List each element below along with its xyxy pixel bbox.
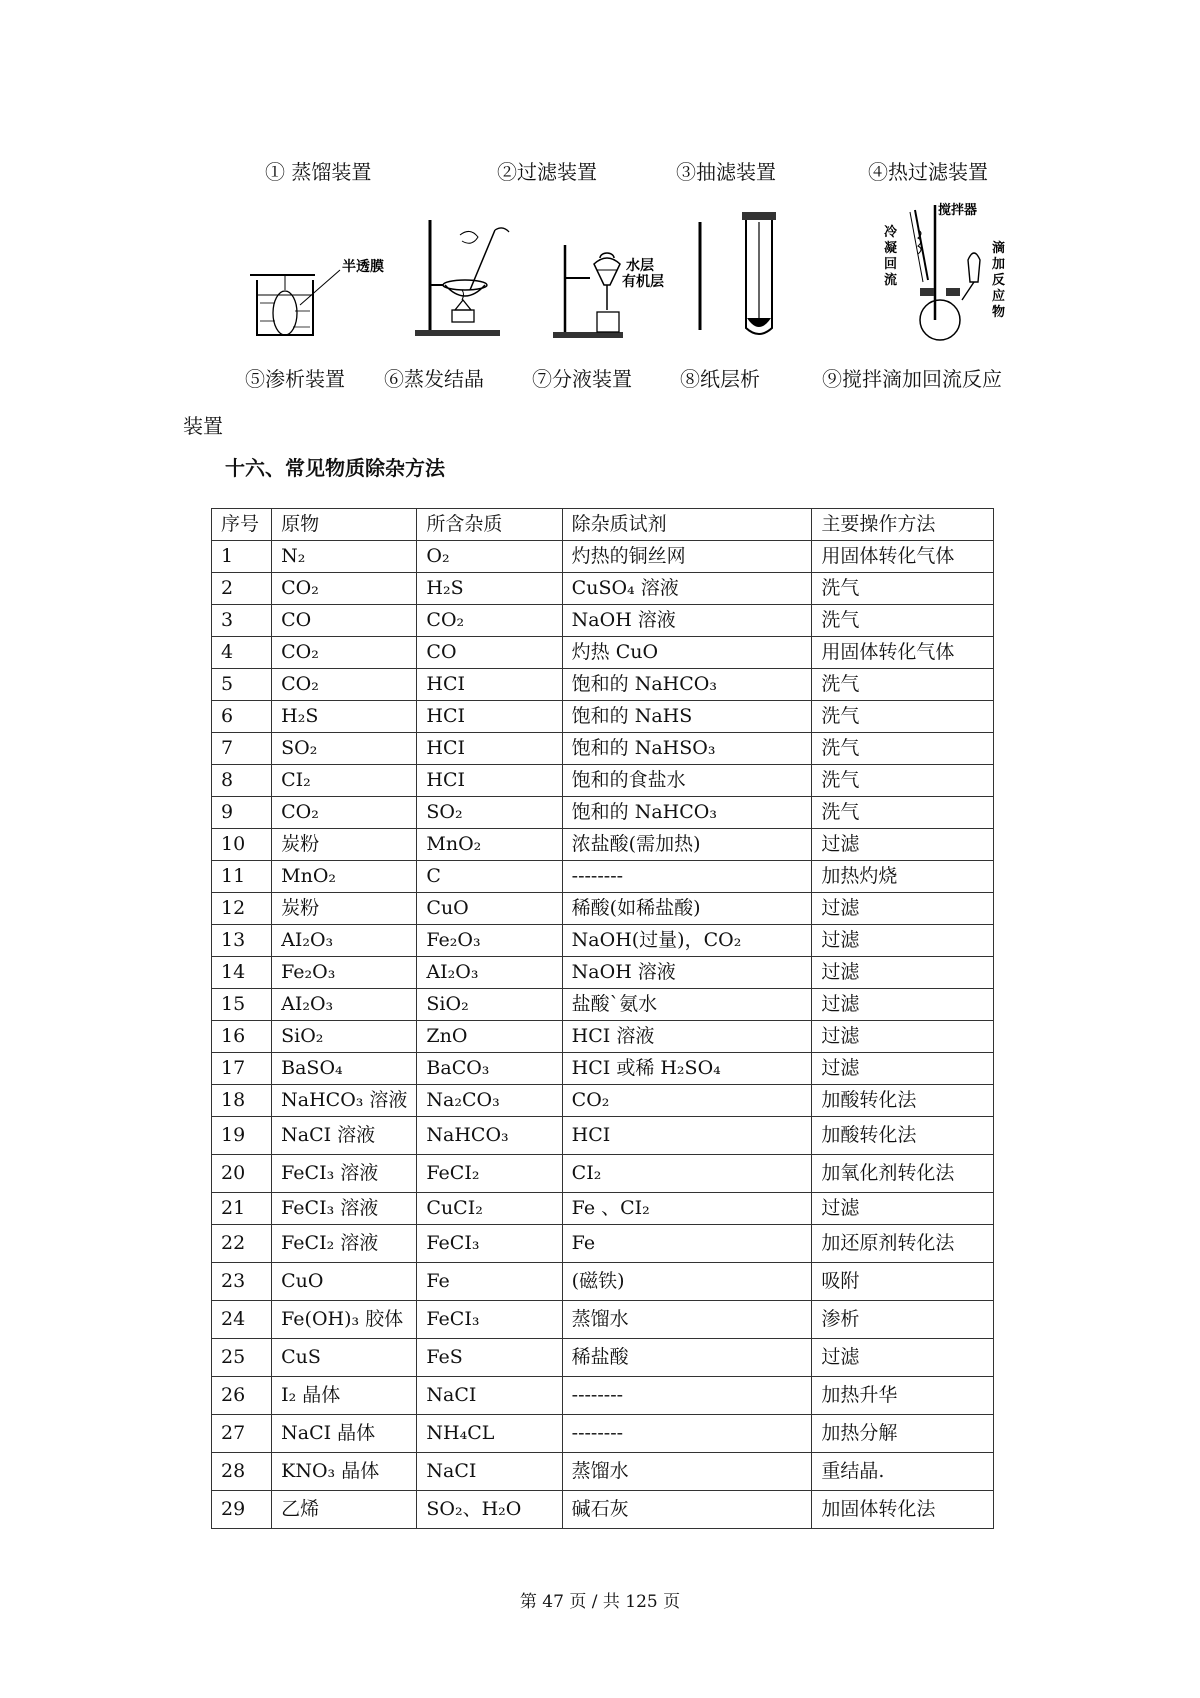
- table-row: [212, 1377, 994, 1415]
- table-cell: 18: [212, 1085, 272, 1117]
- table-cell: 炭粉: [272, 893, 417, 925]
- table-cell: CO₂: [272, 797, 417, 829]
- table-cell: 乙烯: [272, 1491, 417, 1529]
- table-cell: CuSO₄ 溶液: [562, 573, 812, 605]
- table-cell: 21: [212, 1193, 272, 1225]
- section-title: 十六、常见物质除杂方法: [225, 456, 445, 480]
- table-cell: 24: [212, 1301, 272, 1339]
- table-cell: 20: [212, 1155, 272, 1193]
- table-cell: 3: [212, 605, 272, 637]
- table-cell: NaOH 溶液: [562, 605, 812, 637]
- table-header-cell: 主要操作方法: [812, 509, 994, 541]
- table-cell: 过滤: [812, 1053, 994, 1085]
- table-cell: H₂S: [272, 701, 417, 733]
- table-cell: 13: [212, 925, 272, 957]
- table-cell: Na₂CO₃: [417, 1085, 562, 1117]
- table-cell: FeCI₂: [417, 1155, 562, 1193]
- table-cell: NaCI: [417, 1377, 562, 1415]
- evaporation-apparatus-figure: [410, 215, 515, 340]
- table-cell: 洗气: [812, 573, 994, 605]
- table-cell: 9: [212, 797, 272, 829]
- table-cell: CuCI₂: [417, 1193, 562, 1225]
- table-cell: HCI 溶液: [562, 1021, 812, 1053]
- table-cell: Fe: [562, 1225, 812, 1263]
- table-cell: 17: [212, 1053, 272, 1085]
- paper-chromatography-figure: [690, 210, 780, 340]
- impurity-removal-table: [211, 508, 994, 1529]
- table-cell: 加热升华: [812, 1377, 994, 1415]
- table-header-cell: 除杂质试剂: [562, 509, 812, 541]
- table-cell: 过滤: [812, 925, 994, 957]
- table-cell: SiO₂: [272, 1021, 417, 1053]
- table-cell: SO₂: [272, 733, 417, 765]
- caption-dialysis: ⑤渗析装置: [245, 367, 345, 391]
- table-header-row: [212, 509, 994, 541]
- table-cell: 洗气: [812, 669, 994, 701]
- table-cell: NaCI 晶体: [272, 1415, 417, 1453]
- caption-filtration: ②过滤装置: [497, 160, 597, 184]
- table-cell: 过滤: [812, 893, 994, 925]
- figure-captions-top: [0, 156, 1200, 186]
- table-cell: NaCI: [417, 1453, 562, 1491]
- table-cell: 16: [212, 1021, 272, 1053]
- table-cell: 加酸转化法: [812, 1117, 994, 1155]
- table-cell: 蒸馏水: [562, 1301, 812, 1339]
- table-cell: Fe₂O₃: [417, 925, 562, 957]
- table-header-cell: 所含杂质: [417, 509, 562, 541]
- table-cell: CuO: [417, 893, 562, 925]
- table-cell: NaHCO₃ 溶液: [272, 1085, 417, 1117]
- table-row: [212, 1491, 994, 1529]
- table-cell: FeCI₂ 溶液: [272, 1225, 417, 1263]
- table-cell: BaCO₃: [417, 1053, 562, 1085]
- table-cell: 饱和的 NaHCO₃: [562, 797, 812, 829]
- table-row: [212, 637, 994, 669]
- table-cell: 灼热的铜丝网: [562, 541, 812, 573]
- table-cell: 加氧化剂转化法: [812, 1155, 994, 1193]
- table-cell: 灼热 CuO: [562, 637, 812, 669]
- table-row: [212, 573, 994, 605]
- table-cell: 加固体转化法: [812, 1491, 994, 1529]
- table-cell: Fe₂O₃: [272, 957, 417, 989]
- label-water-layer: 水层: [626, 258, 654, 274]
- caption-continuation: 装置: [183, 414, 223, 438]
- table-cell: (磁铁): [562, 1263, 812, 1301]
- table-cell: 12: [212, 893, 272, 925]
- table-cell: I₂ 晶体: [272, 1377, 417, 1415]
- table-row: [212, 1301, 994, 1339]
- table-cell: 25: [212, 1339, 272, 1377]
- table-row: [212, 1155, 994, 1193]
- table-cell: 浓盐酸(需加热): [562, 829, 812, 861]
- table-cell: NaOH 溶液: [562, 957, 812, 989]
- table-cell: 过滤: [812, 989, 994, 1021]
- table-cell: 洗气: [812, 605, 994, 637]
- table-cell: H₂S: [417, 573, 562, 605]
- table-cell: FeCI₃: [417, 1225, 562, 1263]
- table-row: [212, 701, 994, 733]
- table-cell: 11: [212, 861, 272, 893]
- table-cell: Fe: [417, 1263, 562, 1301]
- table-cell: NaOH(过量)，CO₂: [562, 925, 812, 957]
- table-cell: BaSO₄: [272, 1053, 417, 1085]
- table-cell: 盐酸`氨水: [562, 989, 812, 1021]
- label-dropwise-reactant: 滴加反应物: [992, 241, 1006, 320]
- table-cell: AI₂O₃: [272, 925, 417, 957]
- table-cell: HCI 或稀 H₂SO₄: [562, 1053, 812, 1085]
- table-row: [212, 1193, 994, 1225]
- table-cell: 27: [212, 1415, 272, 1453]
- table-cell: CO₂: [272, 573, 417, 605]
- stirred-reflux-figure: [880, 200, 1015, 345]
- table-cell: HCI: [417, 701, 562, 733]
- table-cell: HCI: [417, 669, 562, 701]
- table-cell: 重结晶.: [812, 1453, 994, 1491]
- table-cell: 蒸馏水: [562, 1453, 812, 1491]
- table-cell: NaCI 溶液: [272, 1117, 417, 1155]
- table-row: [212, 765, 994, 797]
- table-cell: Fe 、CI₂: [562, 1193, 812, 1225]
- table-row: [212, 541, 994, 573]
- table-cell: HCI: [417, 733, 562, 765]
- table-cell: --------: [562, 861, 812, 893]
- table-cell: --------: [562, 1377, 812, 1415]
- table-cell: CuS: [272, 1339, 417, 1377]
- table-row: [212, 669, 994, 701]
- table-cell: 洗气: [812, 797, 994, 829]
- table-row: [212, 1339, 994, 1377]
- table-row: [212, 1021, 994, 1053]
- table-cell: CO: [272, 605, 417, 637]
- table-cell: 饱和的 NaHS: [562, 701, 812, 733]
- figure-captions-bottom: [0, 363, 1200, 393]
- table-cell: CO₂: [272, 637, 417, 669]
- table-cell: NaHCO₃: [417, 1117, 562, 1155]
- table-cell: 吸附: [812, 1263, 994, 1301]
- table-cell: 26: [212, 1377, 272, 1415]
- table-cell: FeCI₃: [417, 1301, 562, 1339]
- table-cell: KNO₃ 晶体: [272, 1453, 417, 1491]
- table-row: [212, 925, 994, 957]
- label-condense-reflux: 冷凝回流: [884, 225, 898, 288]
- caption-suction-filtration: ③抽滤装置: [676, 160, 776, 184]
- table-row: [212, 1053, 994, 1085]
- table-cell: CO: [417, 637, 562, 669]
- table-cell: 7: [212, 733, 272, 765]
- table-cell: 28: [212, 1453, 272, 1491]
- table-cell: CI₂: [562, 1155, 812, 1193]
- table-row: [212, 1263, 994, 1301]
- table-cell: 10: [212, 829, 272, 861]
- table-cell: AI₂O₃: [272, 989, 417, 1021]
- table-row: [212, 1415, 994, 1453]
- table-cell: N₂: [272, 541, 417, 573]
- table-cell: 加还原剂转化法: [812, 1225, 994, 1263]
- table-row: [212, 733, 994, 765]
- table-cell: AI₂O₃: [417, 957, 562, 989]
- table-cell: 8: [212, 765, 272, 797]
- caption-reflux-reaction: ⑨搅拌滴加回流反应: [822, 367, 1002, 391]
- table-cell: 6: [212, 701, 272, 733]
- table-cell: 过滤: [812, 957, 994, 989]
- separatory-funnel-figure: [550, 240, 675, 340]
- table-cell: 炭粉: [272, 829, 417, 861]
- table-cell: 过滤: [812, 1193, 994, 1225]
- table-cell: 加热灼烧: [812, 861, 994, 893]
- table-cell: MnO₂: [272, 861, 417, 893]
- table-cell: 稀盐酸: [562, 1339, 812, 1377]
- table-cell: SiO₂: [417, 989, 562, 1021]
- table-row: [212, 797, 994, 829]
- table-cell: 29: [212, 1491, 272, 1529]
- label-membrane: 半透膜: [342, 259, 384, 275]
- table-cell: 洗气: [812, 765, 994, 797]
- table-cell: MnO₂: [417, 829, 562, 861]
- table-cell: 19: [212, 1117, 272, 1155]
- table-cell: CO₂: [417, 605, 562, 637]
- table-cell: CO₂: [562, 1085, 812, 1117]
- table-cell: 23: [212, 1263, 272, 1301]
- table-cell: FeCI₃ 溶液: [272, 1155, 417, 1193]
- table-cell: CI₂: [272, 765, 417, 797]
- table-row: [212, 957, 994, 989]
- table-row: [212, 893, 994, 925]
- table-row: [212, 1225, 994, 1263]
- table-cell: 22: [212, 1225, 272, 1263]
- table-cell: 用固体转化气体: [812, 541, 994, 573]
- table-cell: FeS: [417, 1339, 562, 1377]
- label-organic-layer: 有机层: [622, 274, 664, 290]
- table-cell: HCI: [562, 1117, 812, 1155]
- table-cell: HCI: [417, 765, 562, 797]
- table-cell: CuO: [272, 1263, 417, 1301]
- label-stirrer: 搅拌器: [938, 203, 978, 218]
- table-cell: 1: [212, 541, 272, 573]
- table-row: [212, 829, 994, 861]
- table-row: [212, 1117, 994, 1155]
- table-cell: 过滤: [812, 1021, 994, 1053]
- table-cell: FeCI₃ 溶液: [272, 1193, 417, 1225]
- table-cell: 碱石灰: [562, 1491, 812, 1529]
- caption-chromatography: ⑧纸层析: [680, 367, 760, 391]
- table-cell: 饱和的 NaHSO₃: [562, 733, 812, 765]
- table-cell: 用固体转化气体: [812, 637, 994, 669]
- table-cell: O₂: [417, 541, 562, 573]
- table-row: [212, 861, 994, 893]
- table-header-cell: 原物: [272, 509, 417, 541]
- table-cell: 15: [212, 989, 272, 1021]
- table-cell: --------: [562, 1415, 812, 1453]
- table-cell: 饱和的食盐水: [562, 765, 812, 797]
- table-cell: 洗气: [812, 701, 994, 733]
- table-cell: 加热分解: [812, 1415, 994, 1453]
- table-cell: SO₂: [417, 797, 562, 829]
- table-cell: 4: [212, 637, 272, 669]
- table-cell: 洗气: [812, 733, 994, 765]
- table-cell: 2: [212, 573, 272, 605]
- caption-distillation: ① 蒸馏装置: [265, 160, 372, 184]
- table-cell: C: [417, 861, 562, 893]
- table-cell: Fe(OH)₃ 胶体: [272, 1301, 417, 1339]
- caption-hot-filtration: ④热过滤装置: [868, 160, 988, 184]
- table-cell: ZnO: [417, 1021, 562, 1053]
- table-header-cell: 序号: [212, 509, 272, 541]
- table-row: [212, 1453, 994, 1491]
- table-cell: 5: [212, 669, 272, 701]
- table-cell: 过滤: [812, 829, 994, 861]
- table-cell: 14: [212, 957, 272, 989]
- table-row: [212, 989, 994, 1021]
- table-cell: 渗析: [812, 1301, 994, 1339]
- table-cell: 饱和的 NaHCO₃: [562, 669, 812, 701]
- table-cell: 稀酸(如稀盐酸): [562, 893, 812, 925]
- caption-separatory: ⑦分液装置: [532, 367, 632, 391]
- table-cell: NH₄CL: [417, 1415, 562, 1453]
- table-cell: 过滤: [812, 1339, 994, 1377]
- dialysis-apparatus-figure: [245, 255, 395, 340]
- table-cell: SO₂、H₂O: [417, 1491, 562, 1529]
- table-cell: 加酸转化法: [812, 1085, 994, 1117]
- table-row: [212, 1085, 994, 1117]
- table-row: [212, 605, 994, 637]
- page-footer: 第 47 页 / 共 125 页: [519, 1592, 681, 1612]
- table-cell: CO₂: [272, 669, 417, 701]
- caption-evaporation: ⑥蒸发结晶: [384, 367, 484, 391]
